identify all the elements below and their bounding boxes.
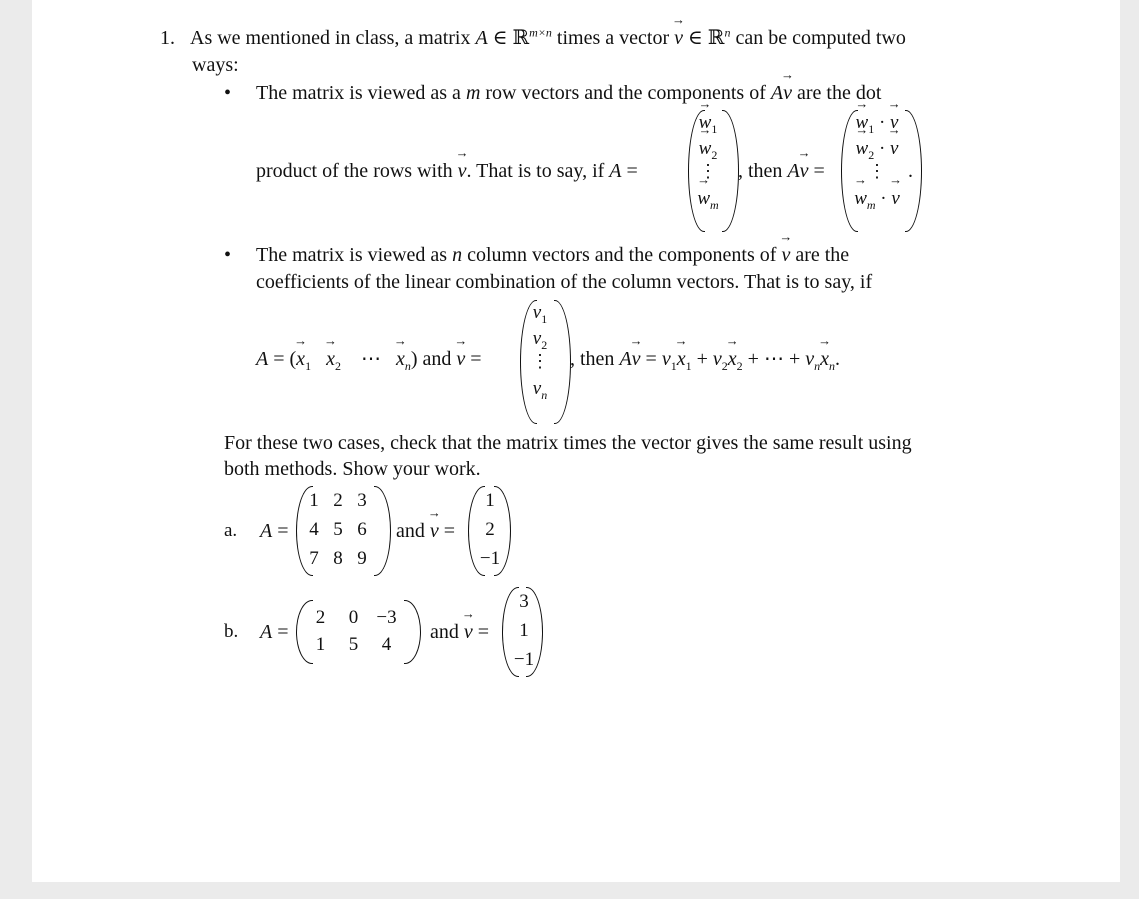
vector-entry: 3 — [519, 591, 529, 612]
matrix-cell: 2 — [333, 490, 343, 511]
matrix-cell: 4 — [381, 634, 392, 655]
bullet-2-line-1: The matrix is viewed as n column vectors and the components of → v are the — [256, 243, 849, 267]
part-b-matrix — [304, 604, 403, 658]
bullet-2-formula-b: , then $A\to v = v_1\to x_1 + v_2\to x_2$ + ⋯ + $v_n\to x_n$. — [570, 347, 840, 371]
matrix-cell: 1 — [309, 490, 319, 511]
matrix-cell: 5 — [333, 519, 343, 540]
part-a-matrix — [302, 486, 374, 573]
matrix-row — [304, 631, 403, 658]
problem-line-1: 1. As we mentioned in class, a matrix A ∈ ℝ$^{m\times n}$ times a vector → v ∈ ℝ$^n$ can be computed two — [160, 26, 906, 50]
problem-line-2: ways: — [192, 54, 239, 76]
matrix-cell: 0 — [348, 607, 359, 628]
bullet-2-marker: • — [224, 244, 232, 266]
coefficient-column: $v_1$ $v_2$ ⋮ $v_n$ — [531, 302, 549, 402]
vector-entry: 1 — [485, 490, 495, 511]
matrix-cell: 7 — [309, 548, 319, 569]
right-paren — [404, 600, 421, 664]
matrix-cell: 2 — [315, 607, 326, 628]
matrix-cell: 9 — [357, 548, 367, 569]
part-a-and: and → v = — [396, 519, 455, 543]
right-paren — [494, 486, 511, 576]
vector-entry: −1 — [513, 649, 535, 670]
matrix-cell: 5 — [348, 634, 359, 655]
problem-number: 1. — [160, 27, 175, 49]
bullet-1-line-2: product of the rows with → v. That is to say, if A = — [256, 159, 638, 183]
bullet-1-line-1: The matrix is viewed as a m row vectors and the components of A→ v are the dot — [256, 81, 881, 105]
right-paren — [722, 110, 739, 232]
matrix-cell: 6 — [357, 519, 367, 540]
matrix-cell: 8 — [333, 548, 343, 569]
matrix-row — [302, 486, 374, 515]
bullet-2-line-2: coefficients of the linear combination of the column vectors. That is to say, if — [256, 271, 873, 293]
vector-entry: 1 — [519, 620, 529, 641]
part-b-and: and → v = — [430, 620, 489, 644]
check-line-2: both methods. Show your work. — [224, 458, 481, 480]
part-b-label: b. — [224, 621, 239, 642]
right-paren — [374, 486, 391, 576]
dot-product-column: → $w_1$ · → v → $w_2$ · → v ⋮ → $w_m$ · → v — [849, 110, 905, 212]
bullet-1-marker: • — [224, 82, 232, 104]
matrix-cell: 1 — [315, 634, 326, 655]
matrix-cell: 4 — [309, 519, 319, 540]
vector-entry: −1 — [479, 548, 501, 569]
matrix-row — [302, 515, 374, 544]
matrix-cell: 3 — [357, 490, 367, 511]
part-a-label: a. — [224, 520, 238, 541]
bullet-1-then: , then A→ v = — [738, 159, 825, 183]
matrix-cell: −3 — [376, 607, 397, 628]
check-line-1: For these two cases, check that the matrix times the vector gives the same result using — [224, 432, 912, 454]
right-paren — [554, 300, 571, 424]
matrix-row — [304, 604, 403, 631]
document-page: 1. As we mentioned in class, a matrix A ∈ ℝ$^{m\times n}$ times a vector → v ∈ ℝ$^n$ can be computed two ways: • The matrix is viewed as a m row vectors and the components of A→ v are the dot product of the rows with → v. That is to say, if A = → $w_1$ → $w_2$ ⋮ → $w_m$ , then A→ v = → $w_1$ · → v → $w_2$ · → v ⋮ → $w_m$ · → v . • The matrix is viewed as n column vectors and the components of → v are the coefficients of the linear combination of the column vectors. That is to say, if A = (→ $x_1 \to x_2$ ⋯ → $x_n$) and → v = $v_1$ $v_2$ ⋮ $v_n$ , then $A\to v = v_1\to x_1 + v_2\to x_2$ + ⋯ + $v_n\to x_n$. For these two cases, check that the matrix times the vector gives the same result using both methods. Show your work. a. A = 1 2 3 4 5 6 7 8 9 and → v = 1 2 −1 b. A = 2 0 −3 1 5 4 and → v = 3 1 −1 — [32, 0, 1120, 882]
bullet-2-formula-a: A = (→ $x_1 \to x_2$ ⋯ → $x_n$) and → v = — [256, 347, 482, 371]
matrix-row — [302, 544, 374, 573]
row-vector-column: → $w_1$ → $w_2$ ⋮ → $w_m$ — [696, 110, 720, 212]
vector-entry: 2 — [485, 519, 495, 540]
right-paren — [526, 587, 543, 677]
